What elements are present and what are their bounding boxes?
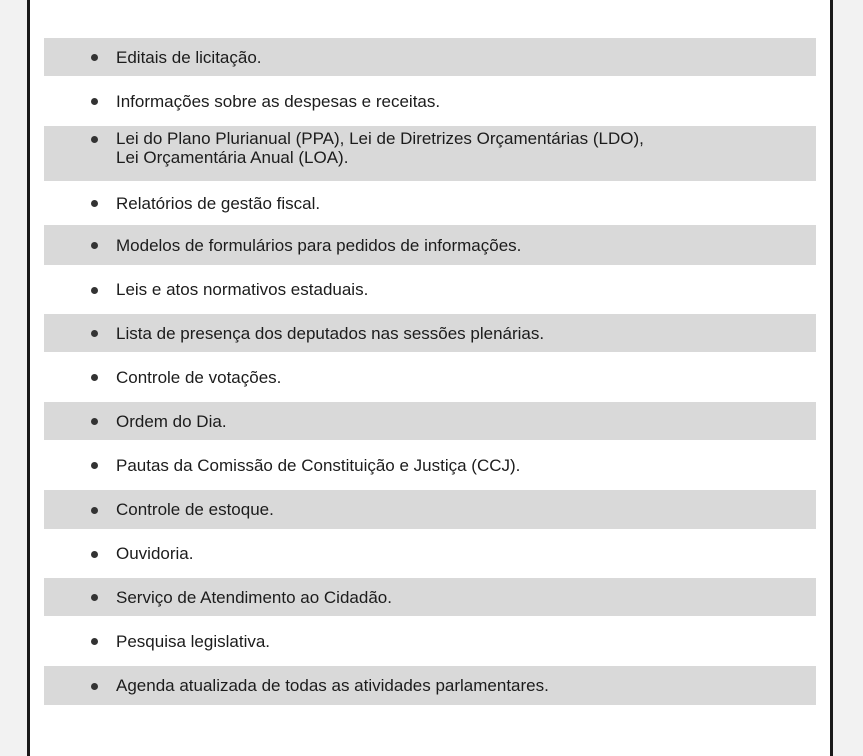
list-item — [44, 402, 816, 440]
list-item-text: Ordem do Dia. — [116, 411, 227, 431]
bullet-icon — [91, 242, 98, 249]
list-item — [44, 529, 816, 578]
list-item-text: Ouvidoria. — [116, 544, 194, 563]
bullet-icon — [91, 287, 98, 294]
bullet-icon — [91, 330, 98, 337]
list-item — [44, 440, 816, 490]
bullet-icon — [91, 418, 98, 425]
list-item-text: Informações sobre as despesas e receitas. — [116, 91, 441, 111]
bullet-icon — [91, 98, 98, 105]
bullet-icon — [91, 683, 98, 690]
list-item-text: Controle de estoque. — [116, 500, 274, 519]
bullet-icon — [91, 551, 98, 558]
information-list — [44, 38, 816, 705]
bullet-icon — [91, 200, 98, 207]
list-item-text: Pesquisa legislativa. — [116, 631, 271, 651]
bullet-icon — [91, 462, 98, 469]
bullet-icon — [91, 594, 98, 601]
bullet-icon — [91, 54, 98, 61]
list-item — [44, 578, 816, 616]
list-item — [44, 181, 816, 225]
list-item — [44, 76, 816, 126]
list-item — [44, 126, 816, 181]
list-item-text: Modelos de formulários para pedidos de informações. — [116, 235, 522, 255]
list-item — [44, 490, 816, 529]
bullet-icon — [91, 374, 98, 381]
list-item-text: Leis e atos normativos estaduais. — [116, 280, 369, 299]
bullet-icon — [91, 507, 98, 514]
list-item — [44, 352, 816, 402]
list-item-text: Agenda atualizada de todas as atividades parlamentares. — [116, 676, 549, 695]
list-item — [44, 38, 816, 76]
list-item-text: Serviço de Atendimento ao Cidadão. — [116, 587, 392, 607]
list-item-text: Pautas da Comissão de Constituição e Justiça (CCJ). — [116, 455, 521, 475]
list-item-text: Lei do Plano Plurianual (PPA), Lei de Diretrizes Orçamentárias (LDO), Lei Orçamentária Anual (LOA). — [116, 129, 644, 167]
list-item-text: Relatórios de gestão fiscal. — [116, 193, 321, 213]
list-item — [44, 616, 816, 666]
list-item-text: Lista de presença dos deputados nas sessões plenárias. — [116, 323, 545, 343]
list-item — [44, 265, 816, 314]
bullet-icon — [91, 638, 98, 645]
list-item-text: Controle de votações. — [116, 367, 282, 387]
list-item — [44, 314, 816, 352]
list-item — [44, 666, 816, 705]
content-panel — [27, 0, 833, 756]
list-item-text: Editais de licitação. — [116, 47, 262, 67]
bullet-icon — [91, 136, 98, 143]
list-item — [44, 225, 816, 265]
